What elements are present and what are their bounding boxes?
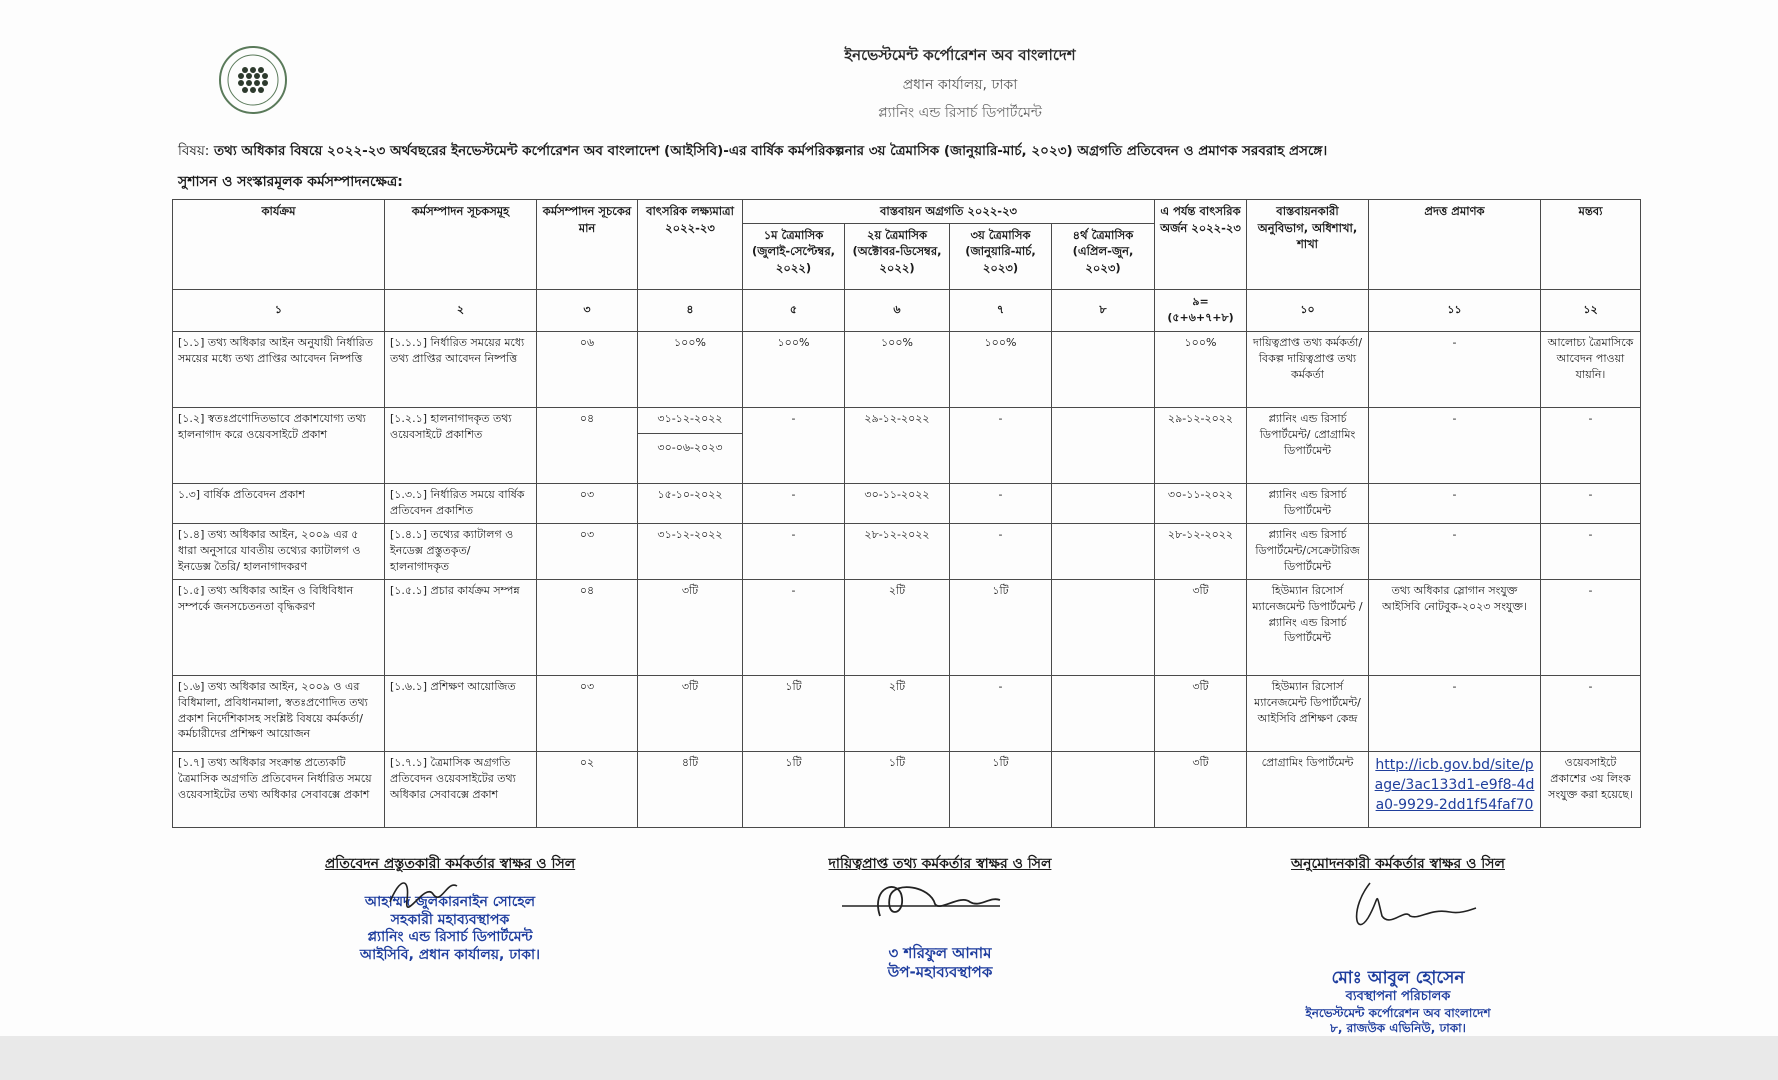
cell-remarks: -: [1541, 579, 1641, 675]
cell-q3: -: [950, 675, 1052, 751]
header-evidence: প্রদত্ত প্রমাণক: [1369, 200, 1541, 290]
cell-remarks: ওয়েবসাইটে প্রকাশের ৩য় লিংক সংযুক্ত করা হয়েছে।: [1541, 751, 1641, 827]
cell-activity: [১.১] তথ্য অধিকার আইন অনুযায়ী নির্ধারিত সময়ের মধ্যে তথ্য প্রাপ্তির আবেদন নিষ্পত্তি: [173, 331, 385, 407]
approver-signature-title: অনুমোদনকারী কর্মকর্তার স্বাক্ষর ও সিল: [1291, 856, 1505, 872]
cell-evidence: -: [1369, 407, 1541, 483]
preparer-office: আইসিবি, প্রধান কার্যালয়, ঢাকা।: [359, 946, 541, 963]
section-title: সুশাসন ও সংস্কারমূলক কর্মসম্পাদনক্ষেত্র:: [178, 174, 403, 190]
cell-target: ১০০%: [638, 331, 743, 407]
header-indicator: কর্মসম্পাদন সূচকসমূহ: [385, 200, 537, 290]
evidence-link[interactable]: http://icb.gov.bd/site/page/3ac133d1-e9f8-4da0-9929-2dd1f54faf70: [1374, 756, 1535, 814]
scan-bottom-margin: [0, 1036, 1778, 1080]
cell-remarks: -: [1541, 523, 1641, 579]
cell-target: ৩টি: [638, 579, 743, 675]
cell-indicator: [১.৫.১] প্রচার কার্যক্রম সম্পন্ন: [385, 579, 537, 675]
header-q1: ১ম ত্রৈমাসিক (জুলাই-সেপ্টেম্বর, ২০২২): [743, 223, 845, 289]
cell-activity: [১.৪] তথ্য অধিকার আইন, ২০০৯ এর ৫ ধারা অনুসারে যাবতীয় তথ্যের ক্যাটালগ ও ইনডেক্স তৈরি/ হালনাগাদকরণ: [173, 523, 385, 579]
subject-line: [178, 140, 1758, 163]
preparer-signature-title: প্রতিবেদন প্রস্তুতকারী কর্মকর্তার স্বাক্ষর ও সিল: [324, 856, 576, 872]
officer-signature-title: দায়িত্বপ্রাপ্ত তথ্য কর্মকর্তার স্বাক্ষর ও সিল: [828, 856, 1052, 872]
cell-indicator: [১.৪.১] তথ্যের ক্যাটালগ ও ইনডেক্স প্রস্তুতকৃত/ হালনাগাদকৃত: [385, 523, 537, 579]
progress-table: [172, 199, 1641, 828]
cell-implementer: প্ল্যানিং এন্ড রিসার্চ ডিপার্টমেন্ট: [1247, 483, 1369, 523]
cell-value: ০৪: [537, 579, 638, 675]
cell-achievement: ৩টি: [1155, 675, 1247, 751]
col-num: ২: [385, 289, 537, 331]
cell-q4: [1052, 579, 1155, 675]
table-row: [173, 675, 1641, 751]
cell-q3: -: [950, 523, 1052, 579]
header-achievement: এ পর্যন্ত বাৎসরিক অর্জন ২০২২-২৩: [1155, 200, 1247, 290]
preparer-dept: প্ল্যানিং এন্ড রিসার্চ ডিপার্টমেন্ট: [367, 929, 533, 945]
cell-achievement: ৩টি: [1155, 751, 1247, 827]
letterhead: [760, 44, 1160, 125]
cell-q3: -: [950, 483, 1052, 523]
cell-implementer: দায়িত্বপ্রাপ্ত তথ্য কর্মকর্তা/ বিকল্প দায়িত্বপ্রাপ্ত তথ্য কর্মকর্তা: [1247, 331, 1369, 407]
cell-implementer: হিউম্যান রিসোর্স ম্যানেজমেন্ট ডিপার্টমেন্ট /প্ল্যানিং এন্ড রিসার্চ ডিপার্টমেন্ট: [1247, 579, 1369, 675]
cell-implementer: প্ল্যানিং এন্ড রিসার্চ ডিপার্টমেন্ট/সেক্রেটারিজ ডিপার্টমেন্ট: [1247, 523, 1369, 579]
col-num: ১: [173, 289, 385, 331]
officer-stamp: [805, 944, 1075, 982]
cell-achievement: ১০০%: [1155, 331, 1247, 407]
cell-indicator: [১.২.১] হালনাগাদকৃত তথ্য ওয়েবসাইটে প্রকাশিত: [385, 407, 537, 483]
table-row: [173, 331, 1641, 407]
cell-value: ০৩: [537, 675, 638, 751]
cell-q1: ১টি: [743, 751, 845, 827]
cell-value: ০৬: [537, 331, 638, 407]
col-num: ৪: [638, 289, 743, 331]
preparer-name: আহাম্মদ জুলকারনাইন সোহেল: [364, 894, 536, 910]
preparer-designation: সহকারী মহাব্যবস্থাপক: [390, 911, 510, 928]
approver-signature-icon: [1330, 878, 1480, 943]
cell-remarks: -: [1541, 675, 1641, 751]
cell-activity: [১.৭] তথ্য অধিকার সংক্রান্ত প্রত্যেকটি ত্রৈমাসিক অগ্রগতি প্রতিবেদন নির্ধারিত সময়ে ওয়েবসাইটের তথ্য অধিকার সেবাবক্সে প্রকাশ: [173, 751, 385, 827]
col-num: ৮: [1052, 289, 1155, 331]
approver-designation: ব্যবস্থাপনা পরিচালক: [1345, 989, 1451, 1005]
cell-q4: [1052, 331, 1155, 407]
cell-evidence: -: [1369, 523, 1541, 579]
col-num: ৭: [950, 289, 1052, 331]
icb-logo-icon: [218, 45, 288, 115]
cell-q2: ২৯-১২-২০২২: [845, 407, 950, 483]
cell-remarks: -: [1541, 483, 1641, 523]
cell-indicator: [১.৬.১] প্রশিক্ষণ আয়োজিত: [385, 675, 537, 751]
header-indicator-value: কর্মসম্পাদন সূচকের মান: [537, 200, 638, 290]
col-num: ৫: [743, 289, 845, 331]
cell-achievement: ৩০-১১-২০২২: [1155, 483, 1247, 523]
table-row: [173, 483, 1641, 523]
cell-target: ৩১-১২-২০২২: [638, 523, 743, 579]
approver-org: ইনভেস্টমেন্ট কর্পোরেশন অব বাংলাদেশ: [1305, 1005, 1491, 1020]
col-num: ১২: [1541, 289, 1641, 331]
cell-target: ৩টি: [638, 675, 743, 751]
preparer-signature-icon: [385, 872, 465, 912]
header-implementer: বাস্তবায়নকারী অনুবিভাগ, অধিশাখা, শাখা: [1247, 200, 1369, 290]
header-q4: ৪র্থ ত্রৈমাসিক (এপ্রিল-জুন, ২০২৩): [1052, 223, 1155, 289]
department-name: প্ল্যানিং এন্ড রিসার্চ ডিপার্টমেন্ট: [878, 105, 1042, 121]
table-row: [173, 523, 1641, 579]
cell-q3: -: [950, 407, 1052, 483]
cell-q1: -: [743, 579, 845, 675]
cell-evidence: -: [1369, 331, 1541, 407]
cell-remarks: আলোচ্য ত্রৈমাসিকে আবেদন পাওয়া যায়নি।: [1541, 331, 1641, 407]
cell-target: ৪টি: [638, 751, 743, 827]
cell-q1: ১টি: [743, 675, 845, 751]
cell-implementer: প্ল্যানিং এন্ড রিসার্চ ডিপার্টমেন্ট/ প্রোগ্রামিং ডিপার্টমেন্ট: [1247, 407, 1369, 483]
col-num: ৯= (৫+৬+৭+৮): [1155, 289, 1247, 331]
column-number-row: [173, 289, 1641, 331]
cell-indicator: [১.৭.১] ত্রৈমাসিক অগ্রগতি প্রতিবেদন ওয়েবসাইটের তথ্য অধিকার সেবাবক্সে প্রকাশ: [385, 751, 537, 827]
cell-q4: [1052, 523, 1155, 579]
target-second: ৩০-০৬-২০২৩: [657, 440, 723, 454]
header-remarks: মন্তব্য: [1541, 200, 1641, 290]
officer-designation: উপ-মহাব্যবস্থাপক: [887, 962, 993, 981]
cell-q2: ২টি: [845, 675, 950, 751]
cell-activity: ১.৩] বার্ষিক প্রতিবেদন প্রকাশ: [173, 483, 385, 523]
subject-text: তথ্য অধিকার বিষয়ে ২০২২-২৩ অর্থবছরের ইনভেস্টমেন্ট কর্পোরেশন অব বাংলাদেশ (আইসিবি)-এর বার্ষিক কর্মপরিকল্পনার ৩য় ত্রৈমাসিক (জানুয়ারি-মার্চ, ২০২৩) অগ্রগতি প্রতিবেদন ও প্রমাণক সরবরাহ প্রসঙ্গে।: [214, 143, 1328, 159]
org-name: ইনভেস্টমেন্ট কর্পোরেশন অব বাংলাদেশ: [844, 46, 1076, 64]
cell-remarks: -: [1541, 407, 1641, 483]
header-activity: কার্যক্রম: [173, 200, 385, 290]
cell-implementer: প্রোগ্রামিং ডিপার্টমেন্ট: [1247, 751, 1369, 827]
header-annual-target: বাৎসরিক লক্ষ্যমাত্রা ২০২২-২৩: [638, 200, 743, 290]
cell-q1: -: [743, 523, 845, 579]
cell-q2: ২টি: [845, 579, 950, 675]
cell-value: ০৩: [537, 523, 638, 579]
approver-address: ৮, রাজউক এভিনিউ, ঢাকা।: [1330, 1020, 1466, 1035]
cell-activity: [১.৬] তথ্য অধিকার আইন, ২০০৯ ও এর বিধিমালা, প্রবিধানমালা, স্বতঃপ্রণোদিত তথ্য প্রকাশ নির্দেশিকাসহ সংশ্লিষ্ট বিষয়ে কর্মকর্তা/কর্মচারীদের প্রশিক্ষণ আয়োজন: [173, 675, 385, 751]
cell-target: [638, 407, 743, 483]
cell-value: ০৪: [537, 407, 638, 483]
officer-signature-icon: [840, 876, 1010, 926]
cell-value: ০২: [537, 751, 638, 827]
cell-q1: -: [743, 483, 845, 523]
cell-q4: [1052, 483, 1155, 523]
cell-q4: [1052, 751, 1155, 827]
approver-stamp: [1258, 968, 1538, 1036]
subject-label: বিষয়:: [178, 143, 210, 159]
cell-q2: ২৮-১২-২০২২: [845, 523, 950, 579]
cell-target: ১৫-১০-২০২২: [638, 483, 743, 523]
cell-q3: ১টি: [950, 751, 1052, 827]
cell-q1: ১০০%: [743, 331, 845, 407]
header-q2: ২য় ত্রৈমাসিক (অক্টোবর-ডিসেম্বর, ২০২২): [845, 223, 950, 289]
cell-q3: ১টি: [950, 579, 1052, 675]
header-progress-group: বাস্তবায়ন অগ্রগতি ২০২২-২৩: [743, 200, 1155, 224]
cell-activity: [১.২] স্বতঃপ্রণোদিতভাবে প্রকাশযোগ্য তথ্য হালনাগাদ করে ওয়েবসাইটে প্রকাশ: [173, 407, 385, 483]
cell-q3: ১০০%: [950, 331, 1052, 407]
cell-implementer: হিউম্যান রিসোর্স ম্যানেজমেন্ট ডিপার্টমেন্ট/ আইসিবি প্রশিক্ষণ কেন্দ্র: [1247, 675, 1369, 751]
col-num: ৩: [537, 289, 638, 331]
cell-achievement: ২৯-১২-২০২২: [1155, 407, 1247, 483]
cell-q2: ১০০%: [845, 331, 950, 407]
col-num: ৬: [845, 289, 950, 331]
office-name: প্রধান কার্যালয়, ঢাকা: [902, 77, 1018, 93]
cell-indicator: [১.৩.১] নির্ধারিত সময়ে বার্ষিক প্রতিবেদন প্রকাশিত: [385, 483, 537, 523]
cell-evidence: -: [1369, 483, 1541, 523]
cell-q1: -: [743, 407, 845, 483]
table-row: [173, 407, 1641, 483]
cell-value: ০৩: [537, 483, 638, 523]
cell-evidence: [1369, 751, 1541, 827]
approver-name: মোঃ আবুল হোসেন: [1331, 968, 1465, 988]
cell-activity: [১.৫] তথ্য অধিকার আইন ও বিধিবিধান সম্পর্কে জনসচেতনতা বৃদ্ধিকরণ: [173, 579, 385, 675]
col-num: ১০: [1247, 289, 1369, 331]
cell-q2: ১টি: [845, 751, 950, 827]
cell-q4: [1052, 675, 1155, 751]
cell-q4: [1052, 407, 1155, 483]
cell-achievement: ২৮-১২-২০২২: [1155, 523, 1247, 579]
header-q3: ৩য় ত্রৈমাসিক (জানুয়ারি-মার্চ, ২০২৩): [950, 223, 1052, 289]
cell-evidence: -: [1369, 675, 1541, 751]
cell-achievement: ৩টি: [1155, 579, 1247, 675]
target-first: ৩১-১২-২০২২: [638, 411, 742, 434]
cell-q2: ৩০-১১-২০২২: [845, 483, 950, 523]
cell-evidence: তথ্য অধিকার স্লোগান সংযুক্ত আইসিবি নোটবুক-২০২৩ সংযুক্ত।: [1369, 579, 1541, 675]
col-num: ১১: [1369, 289, 1541, 331]
officer-name: ৩ শরিফুল আনাম: [888, 944, 992, 962]
table-row: [173, 579, 1641, 675]
table-row: [173, 751, 1641, 827]
cell-indicator: [১.১.১] নির্ধারিত সময়ের মধ্যে তথ্য প্রাপ্তির আবেদন নিষ্পত্তি: [385, 331, 537, 407]
